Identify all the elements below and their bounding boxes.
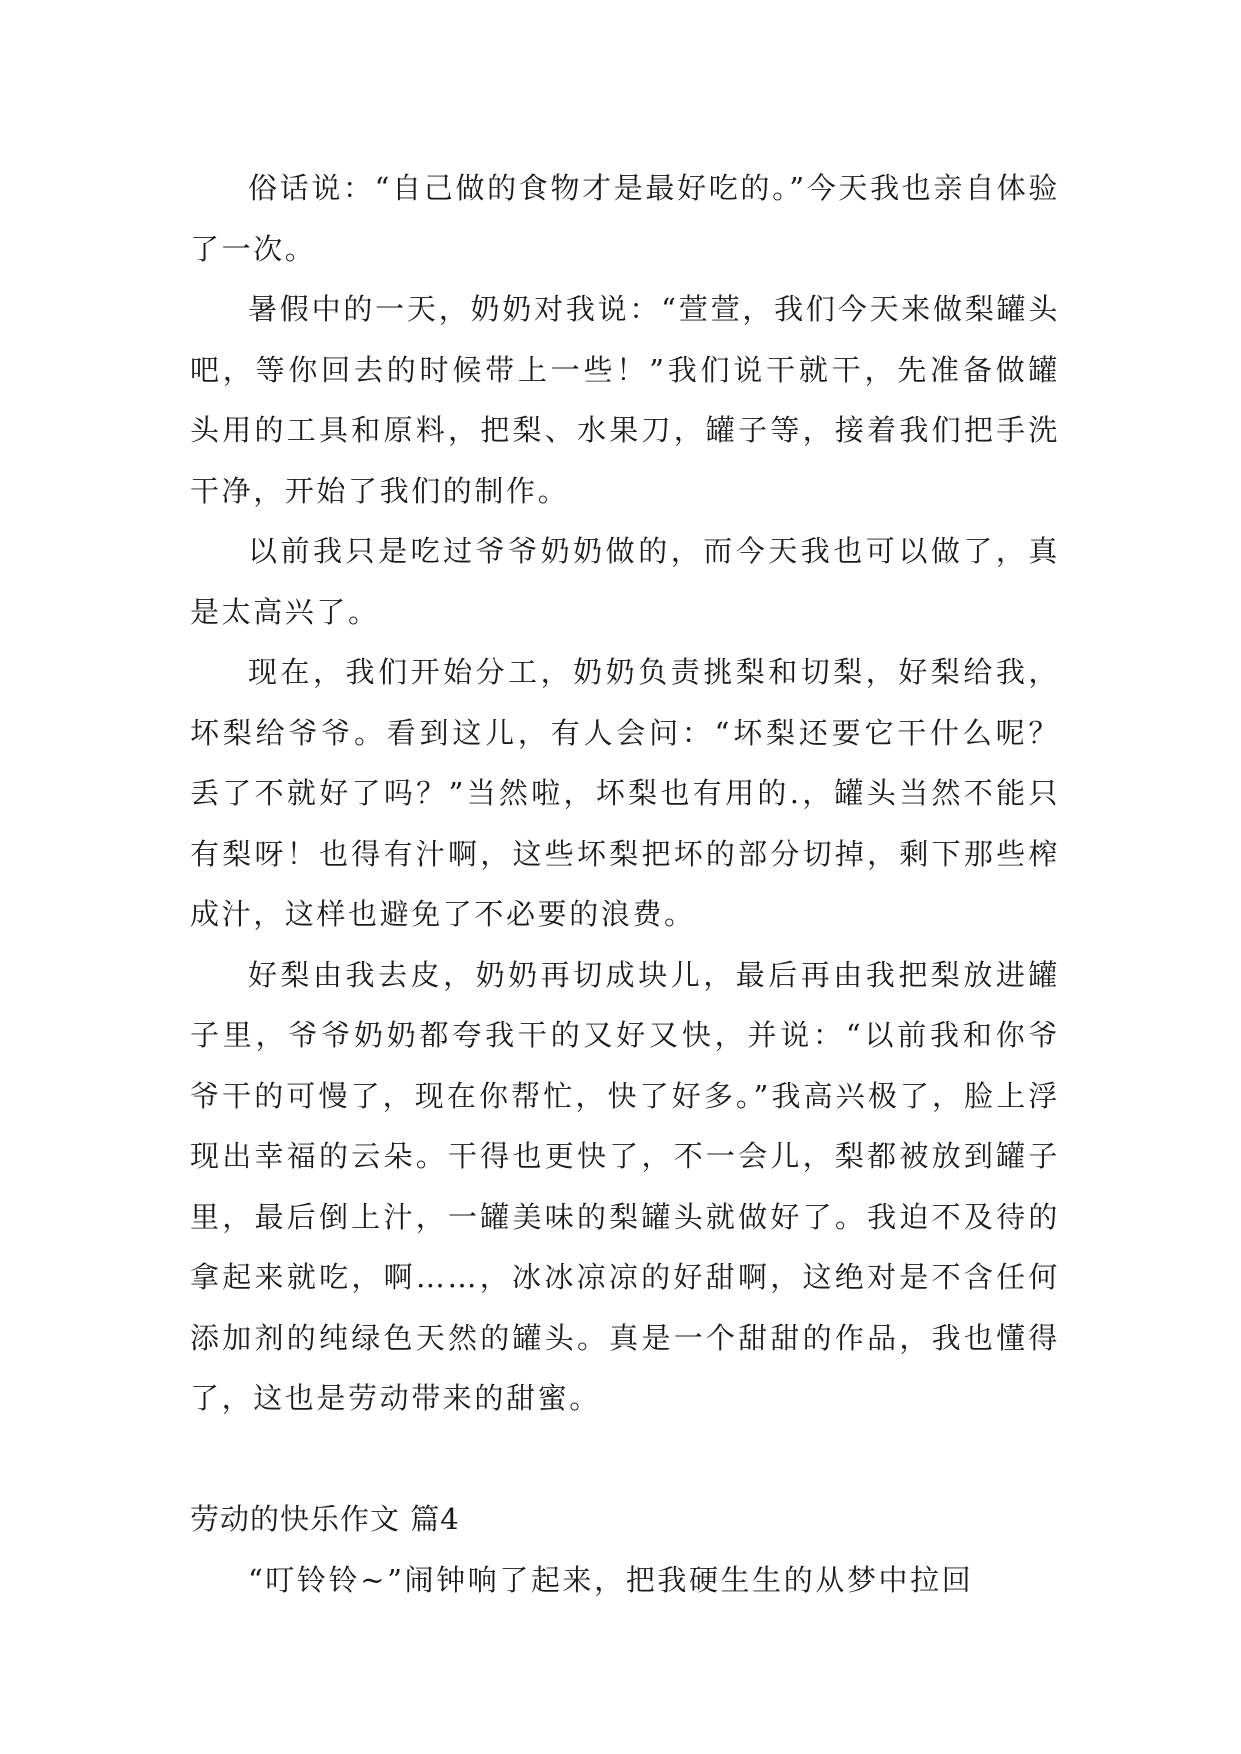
paragraph: 以前我只是吃过爷爷奶奶做的，而今天我也可以做了，真是太高兴了。	[190, 534, 1060, 629]
document-body	[190, 158, 1060, 1610]
paragraph: 暑假中的一天，奶奶对我说：“萱萱，我们今天来做梨罐头吧，等你回去的时候带上一些！”我们说干就干，先准备做罐头用的工具和原料，把梨、水果刀，罐子等，接着我们把手洗干净，开始了我们的制作。	[190, 292, 1060, 508]
section-heading: 劳动的快乐作文 篇4	[190, 1502, 460, 1536]
paragraph: 好梨由我去皮，奶奶再切成块儿，最后再由我把梨放进罐子里，爷爷奶奶都夸我干的又好又快，并说：“以前我和你爷爷干的可慢了，现在你帮忙，快了好多。”我高兴极了，脸上浮现出幸福的云朵。干得也更快了，不一会儿，梨都被放到罐子里，最后倒上汁，一罐美味的梨罐头就做好了。我迫不及待的拿起来就吃，啊……，冰冰凉凉的好甜啊，这绝对是不含任何添加剂的纯绿色天然的罐头。真是一个甜甜的作品，我也懂得了，这也是劳动带来的甜蜜。	[190, 957, 1060, 1415]
paragraph: 现在，我们开始分工，奶奶负责挑梨和切梨，好梨给我，坏梨给爷爷。看到这儿，有人会问：“坏梨还要它干什么呢？丢了不就好了吗？”当然啦，坏梨也有用的.，罐头当然不能只有梨呀！也得有汁啊，这些坏梨把坏的部分切掉，剩下那些榨成汁，这样也避免了不必要的浪费。	[190, 655, 1060, 931]
paragraph: “叮铃铃~”闹钟响了起来，把我硬生生的从梦中拉回	[248, 1562, 974, 1597]
paragraph: 俗话说：“自己做的食物才是最好吃的。”今天我也亲自体验了一次。	[190, 171, 1060, 266]
